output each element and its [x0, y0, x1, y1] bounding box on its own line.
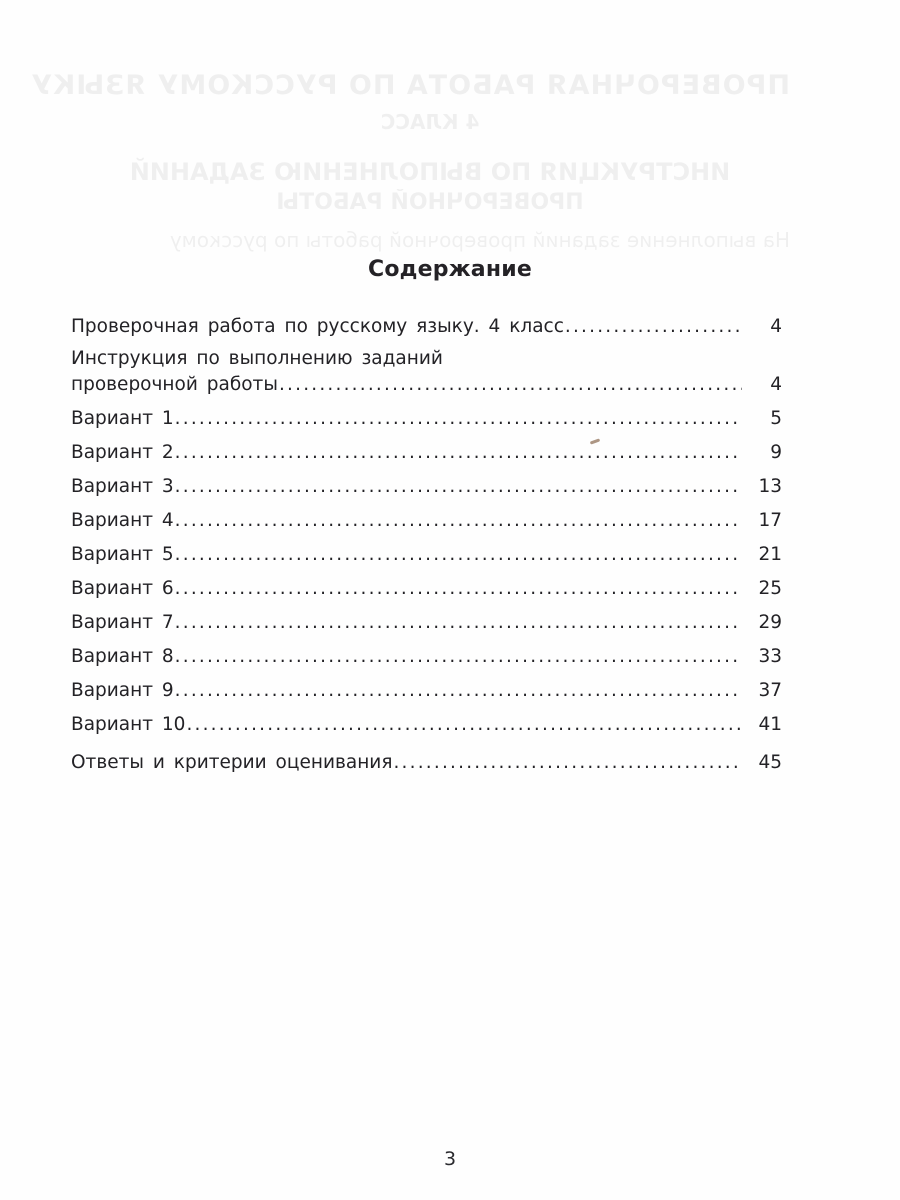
leader-dots	[175, 440, 742, 466]
toc-entry-label: Проверочная работа по русскому языку. 4 класс	[71, 316, 564, 337]
leader-dots	[565, 314, 742, 340]
toc-entry[interactable]	[71, 440, 782, 466]
leader-dots	[186, 712, 742, 738]
toc-entry[interactable]	[71, 678, 782, 704]
toc-entry-label: Вариант 5	[71, 544, 174, 565]
leader-dots	[393, 750, 742, 776]
toc-entry[interactable]	[71, 508, 782, 534]
leader-dots	[279, 372, 742, 398]
toc-entry[interactable]	[71, 576, 782, 602]
leader-dots	[175, 610, 742, 636]
toc-entry[interactable]	[71, 314, 782, 340]
toc-entry-page: 37	[758, 680, 782, 701]
leader-dots	[175, 644, 742, 670]
toc-entry-label: Вариант 8	[71, 646, 174, 667]
toc-entry-label: Вариант 1	[71, 408, 174, 429]
toc-entry-label: Вариант 4	[71, 510, 174, 531]
toc-entry-page: 45	[758, 752, 782, 773]
toc-entry-page: 5	[770, 408, 782, 429]
leader-dots	[175, 678, 742, 704]
leader-dots	[175, 508, 742, 534]
show-through-text: ИНСТРУКЦИЯ ПО ВЫПОЛНЕНИЮ ЗАДАНИЙ	[129, 158, 731, 186]
toc-entry-label: проверочной работы	[71, 374, 278, 395]
leader-dots	[175, 576, 742, 602]
toc-entry-page: 9	[770, 442, 782, 463]
show-through-text: ПРОВЕРОЧНОЙ РАБОТЫ	[276, 190, 584, 215]
toc-entry-label: Вариант 3	[71, 476, 174, 497]
toc-entry-page: 17	[758, 510, 782, 531]
leader-dots	[175, 406, 742, 432]
show-through-text: 4 КЛАСС	[380, 110, 480, 134]
toc-entry-page: 13	[758, 476, 782, 497]
leader-dots	[175, 542, 742, 568]
toc-entry[interactable]	[71, 542, 782, 568]
toc-entry-page: 4	[770, 374, 782, 395]
toc-entry-label: Ответы и критерии оценивания	[71, 752, 393, 773]
toc-entry-page: 33	[758, 646, 782, 667]
show-through-text: На выполнение заданий проверочной работы по русскому	[169, 228, 790, 252]
page-number: 3	[443, 1148, 457, 1170]
toc-entry-label-line1: Инструкция по выполнению заданий	[71, 348, 443, 369]
toc-entry[interactable]	[71, 750, 782, 776]
toc-entry[interactable]	[71, 712, 782, 738]
toc-entry-label: Вариант 10	[71, 714, 186, 735]
toc-entry[interactable]	[71, 346, 782, 398]
toc-entry-label: Вариант 2	[71, 442, 174, 463]
show-through-text: ПРОВЕРОЧНАЯ РАБОТА ПО РУССКОМУ ЯЗЫКУ	[30, 70, 790, 101]
toc-entry-label: Вариант 7	[71, 612, 174, 633]
page-title: Содержание	[368, 257, 532, 282]
toc-entry-page: 25	[758, 578, 782, 599]
toc-entry-page: 4	[770, 316, 782, 337]
leader-dots	[175, 474, 742, 500]
toc-entry[interactable]	[71, 474, 782, 500]
toc-entry[interactable]	[71, 644, 782, 670]
toc-entry-label: Вариант 9	[71, 680, 174, 701]
toc-entry[interactable]	[71, 406, 782, 432]
toc-entry[interactable]	[71, 610, 782, 636]
toc-entry-label: Вариант 6	[71, 578, 174, 599]
toc-entry-page: 29	[758, 612, 782, 633]
toc-entry-page: 41	[758, 714, 782, 735]
toc-entry-page: 21	[758, 544, 782, 565]
